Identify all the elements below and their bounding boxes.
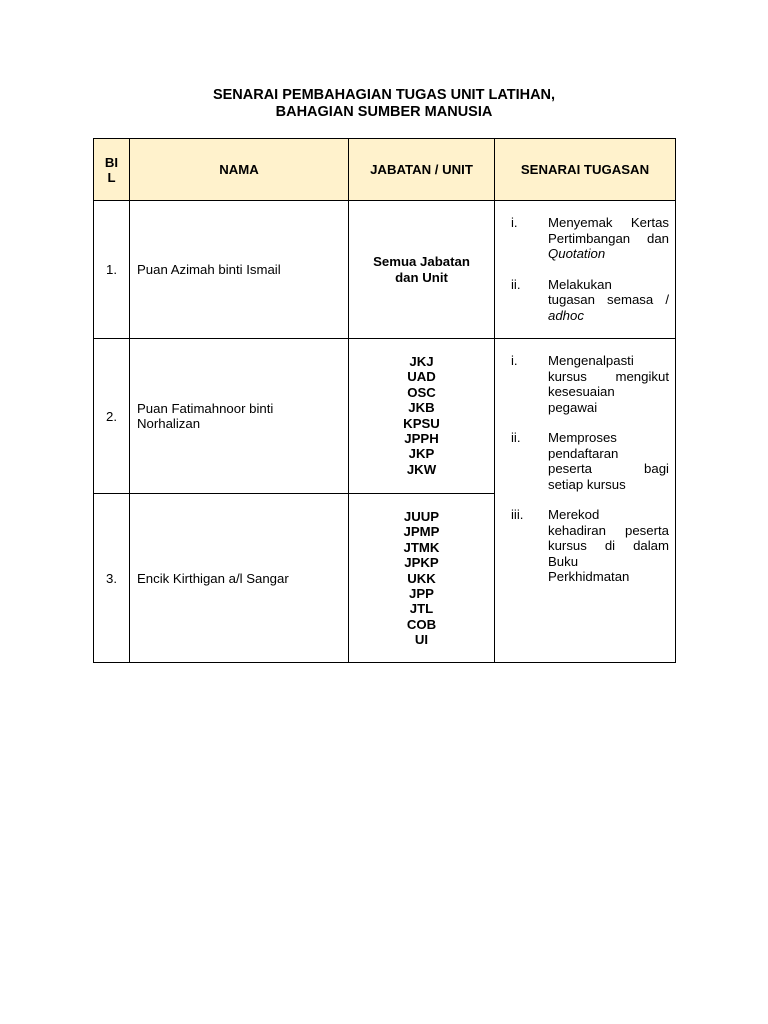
row-number: 2. xyxy=(94,339,130,494)
task-text xyxy=(548,215,669,262)
title-line-2: BAHAGIAN SUMBER MANUSIA xyxy=(275,104,493,120)
task-line: Mengenalpasti xyxy=(548,353,634,368)
task-line: Memproses xyxy=(548,430,617,445)
department-code: JTMK xyxy=(403,539,440,555)
task-line: pendaftaran xyxy=(548,445,619,461)
department-code: JKW xyxy=(406,461,437,477)
name-line: Encik Kirthigan a/l Sangar xyxy=(137,570,289,586)
header-bil-line2: L xyxy=(107,169,116,185)
department-code: JTL xyxy=(409,601,434,617)
task-item xyxy=(495,507,669,585)
table-row xyxy=(94,339,676,494)
task-number: ii. xyxy=(511,276,521,292)
department-code: JKJ xyxy=(409,354,434,369)
header-bil xyxy=(94,139,130,201)
department-code: JPKP xyxy=(404,555,439,571)
row-tasks xyxy=(495,201,676,339)
shared-tasks xyxy=(495,339,676,663)
task-line: Quotation xyxy=(548,246,606,261)
task-line: Perkhidmatan xyxy=(548,569,630,584)
task-line: pegawai xyxy=(548,399,598,415)
task-number: ii. xyxy=(511,430,521,445)
task-text xyxy=(548,430,669,492)
task-line: Merekod xyxy=(548,507,600,522)
task-number: i. xyxy=(511,215,518,230)
task-item xyxy=(495,215,669,262)
task-line: Pertimbangan dan xyxy=(548,230,669,246)
task-line: setiap kursus xyxy=(548,476,626,492)
task-line: kesesuaian xyxy=(548,384,615,399)
row-name xyxy=(130,494,349,663)
task-line: kehadiran peserta xyxy=(548,522,669,538)
name-line: Puan Fatimahnoor binti xyxy=(137,401,274,416)
row-number: 1. xyxy=(94,201,130,339)
row-number: 3. xyxy=(94,494,130,663)
task-line: Buku xyxy=(548,553,579,569)
header-jabatan: JABATAN / UNIT xyxy=(349,139,495,201)
department-code: JKP xyxy=(408,446,435,462)
department-code: JPMP xyxy=(403,524,440,540)
department-code: UI xyxy=(414,632,429,648)
task-line: peserta bagi xyxy=(548,461,669,476)
header-bil-line1: BI xyxy=(104,154,119,170)
task-line: kursus mengikut xyxy=(548,368,669,384)
row-name xyxy=(130,201,349,339)
task-line: adhoc xyxy=(548,307,584,323)
department-code: OSC xyxy=(407,384,436,400)
header-tugasan: SENARAI TUGASAN xyxy=(495,139,676,201)
department-code: UAD xyxy=(407,369,436,385)
department-code: COB xyxy=(406,616,437,632)
table-row xyxy=(94,201,676,339)
task-number: i. xyxy=(511,353,518,368)
task-text xyxy=(548,353,669,415)
task-text xyxy=(548,277,669,324)
task-item xyxy=(495,430,669,492)
task-line: Melakukan xyxy=(548,276,612,292)
document-title xyxy=(0,87,768,121)
task-line: tugasan semasa / xyxy=(548,292,669,307)
row-name xyxy=(130,339,349,494)
department-code: JPPH xyxy=(404,431,439,447)
task-item xyxy=(495,353,669,415)
task-text xyxy=(548,507,669,585)
row-department-codes xyxy=(349,339,495,494)
department-code: KPSU xyxy=(403,415,440,431)
department-code: JPP xyxy=(409,586,434,602)
department-code: JUUP xyxy=(403,509,440,524)
task-number: iii. xyxy=(511,507,524,522)
department-line: dan Unit xyxy=(395,269,448,285)
name-line: Norhalizan xyxy=(137,416,201,431)
title-line-1: SENARAI PEMBAHAGIAN TUGAS UNIT LATIHAN, xyxy=(212,87,556,103)
name-line: Puan Azimah binti Ismail xyxy=(137,262,281,277)
assignment-table xyxy=(93,138,676,663)
task-line: Menyemak Kertas xyxy=(548,215,669,230)
department-code: UKK xyxy=(407,570,436,586)
header-nama: NAMA xyxy=(130,139,349,201)
task-item xyxy=(495,277,669,324)
department-line: Semua Jabatan xyxy=(373,254,470,270)
row-department-codes xyxy=(349,494,495,663)
row-department xyxy=(349,201,495,339)
task-line: kursus di dalam xyxy=(548,538,669,553)
department-code: JKB xyxy=(408,400,435,416)
table-header-row xyxy=(94,139,676,201)
